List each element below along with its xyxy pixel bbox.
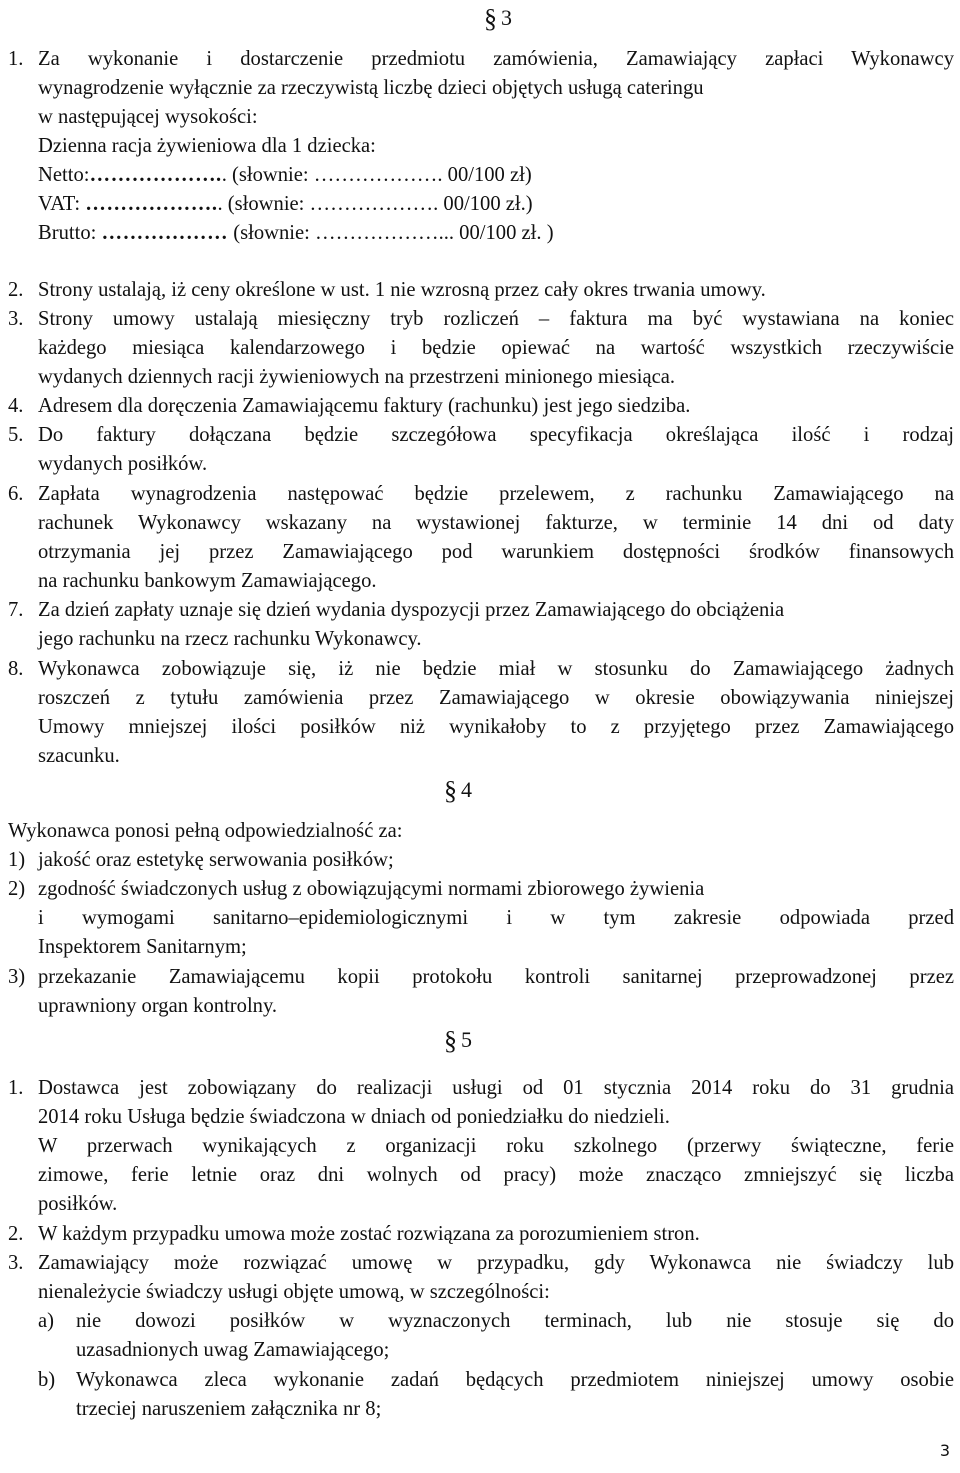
paragraph-line: W przerwach wynikających z organizacji roku szkolnego (przerwy świąteczne, ferie — [38, 1135, 954, 1157]
paragraph-line: Do faktury dołączana będzie szczegółowa specyfikacja określająca ilość i rodzaj — [38, 424, 954, 446]
paragraph-line: Umowy mniejszej ilości posiłków niż wynikałoby to z przyjętego przez Zamawiającego — [38, 716, 954, 738]
section-number: 5 — [461, 1027, 472, 1052]
paragraph-line: wynagrodzenie wyłącznie za rzeczywistą liczbę dzieci objętych usługą cateringu — [38, 77, 704, 99]
section-symbol: § — [444, 1026, 457, 1055]
paragraph-line: w następującej wysokości: — [38, 106, 258, 128]
section-heading-5 — [444, 1026, 472, 1055]
item-number: 1. — [8, 1077, 24, 1099]
section-symbol: § — [444, 776, 457, 805]
item-number: 4. — [8, 395, 24, 417]
section-symbol: § — [484, 4, 497, 33]
netto-words: . (słownie: ………………. 00/100 zł) — [221, 164, 532, 186]
vat-label: VAT: — [38, 193, 81, 215]
brutto-words: (słownie: ………………... 00/100 zł. ) — [233, 222, 554, 244]
paragraph-line: wydanych posiłków. — [38, 453, 208, 475]
brutto-label: Brutto: — [38, 222, 97, 244]
item-number: 6. — [8, 483, 24, 505]
paragraph-line: nie dowozi posiłków w wyznaczonych terminach, lub nie stosuje się do — [76, 1310, 954, 1332]
paragraph-line: Zapłata wynagrodzenia następować będzie przelewem, z rachunku Zamawiającego na — [38, 483, 954, 505]
paragraph-line: uzasadnionych uwag Zamawiającego; — [76, 1339, 390, 1361]
netto-blank: ………………. — [89, 164, 222, 186]
paragraph-line: zgodność świadczonych usług z obowiązującymi normami zbiorowego żywienia — [38, 878, 705, 900]
item-number: 3. — [8, 1252, 24, 1274]
netto-label: Netto: — [38, 164, 90, 186]
section-number: 4 — [461, 777, 472, 802]
paragraph-line: uprawniony organ kontrolny. — [38, 995, 278, 1017]
paragraph-line: Za wykonanie i dostarczenie przedmiotu zamówienia, Zamawiający zapłaci Wykonawcy — [38, 48, 954, 70]
item-number: 2. — [8, 1223, 24, 1245]
paragraph-line: wydanych dziennych racji żywieniowych na przestrzeni minionego miesiąca. — [38, 366, 676, 388]
paragraph-line: na rachunku bankowym Zamawiającego. — [38, 570, 377, 592]
item-number: 2. — [8, 279, 24, 301]
paragraph-line: Strony ustalają, iż ceny określone w ust. 1 nie wzrosną przez cały okres trwania umowy. — [38, 279, 766, 301]
section-heading-3 — [484, 4, 512, 33]
paragraph-line: 2014 roku Usługa będzie świadczona w dniach od poniedziałku do niedzieli. — [38, 1106, 670, 1128]
paragraph-line: posiłków. — [38, 1193, 118, 1215]
paragraph-line: Adresem dla doręczenia Zamawiającemu faktury (rachunku) jest jego siedziba. — [38, 395, 691, 417]
item-number: 5. — [8, 424, 24, 446]
section-heading-4 — [444, 776, 472, 805]
paragraph-line: rachunek Wykonawcy wskazany na wystawionej fakturze, w terminie 14 dni od daty — [38, 512, 954, 534]
paragraph-line: jakość oraz estetykę serwowania posiłków; — [38, 849, 394, 871]
netto-line — [38, 161, 532, 190]
paragraph-line: każdego miesiąca kalendarzowego i będzie opiewać na wartość wszystkich rzeczywiście — [38, 337, 954, 359]
paragraph-line: przekazanie Zamawiającemu kopii protokołu kontroli sanitarnej przeprowadzonej przez — [38, 966, 954, 988]
item-number: 7. — [8, 599, 24, 621]
vat-line — [38, 190, 533, 219]
paragraph-line: roszczeń z tytułu zamówienia przez Zamawiającego w okresie obowiązywania niniejszej — [38, 687, 954, 709]
paragraph-line: Strony umowy ustalają miesięczny tryb rozliczeń – faktura ma być wystawiana na koniec — [38, 308, 954, 330]
vat-blank: ………………. — [85, 193, 218, 215]
paragraph-line: Wykonawca ponosi pełną odpowiedzialność za: — [8, 820, 403, 842]
paragraph-line: trzeciej naruszeniem załącznika nr 8; — [76, 1398, 382, 1420]
item-number: 1) — [8, 849, 26, 871]
paragraph-line: Za dzień zapłaty uznaje się dzień wydania dyspozycji przez Zamawiającego do obciążenia — [38, 599, 785, 621]
vat-words: . (słownie: ………………. 00/100 zł.) — [217, 193, 533, 215]
paragraph-line: nienależycie świadczy usługi objęte umową, w szczególności: — [38, 1281, 550, 1303]
item-number: b) — [38, 1369, 56, 1391]
brutto-blank: ……………… — [101, 222, 229, 244]
paragraph-line: Dostawca jest zobowiązany do realizacji usługi od 01 stycznia 2014 roku do 31 grudnia — [38, 1077, 954, 1099]
item-number: 3. — [8, 308, 24, 330]
item-number: a) — [38, 1310, 54, 1332]
item-number: 2) — [8, 878, 26, 900]
item-number: 3) — [8, 966, 26, 988]
paragraph-line: zimowe, ferie letnie oraz dni wolnych od pracy) może znacząco zmniejszyć się liczba — [38, 1164, 954, 1186]
paragraph-line: Dzienna racja żywieniowa dla 1 dziecka: — [38, 135, 376, 157]
paragraph-line: i wymogami sanitarno–epidemiologicznymi i w tym zakresie odpowiada przed — [38, 907, 954, 929]
paragraph-line: otrzymania jej przez Zamawiającego pod warunkiem dostępności środków finansowych — [38, 541, 954, 563]
paragraph-line: Inspektorem Sanitarnym; — [38, 936, 247, 958]
paragraph-line: Wykonawca zleca wykonanie zadań będących przedmiotem niniejszej umowy osobie — [76, 1369, 954, 1391]
paragraph-line: Wykonawca zobowiązuje się, iż nie będzie miał w stosunku do Zamawiającego żadnych — [38, 658, 954, 680]
item-number: 1. — [8, 48, 24, 70]
paragraph-line: Zamawiający może rozwiązać umowę w przypadku, gdy Wykonawca nie świadczy lub — [38, 1252, 954, 1274]
item-number: 8. — [8, 658, 24, 680]
paragraph-line: jego rachunku na rzecz rachunku Wykonawcy. — [38, 628, 422, 650]
section-number: 3 — [501, 5, 512, 30]
paragraph-line: W każdym przypadku umowa może zostać rozwiązana za porozumieniem stron. — [38, 1223, 700, 1245]
page-number: 3 — [939, 1441, 950, 1460]
paragraph-line: szacunku. — [38, 745, 120, 767]
brutto-line — [38, 219, 554, 248]
